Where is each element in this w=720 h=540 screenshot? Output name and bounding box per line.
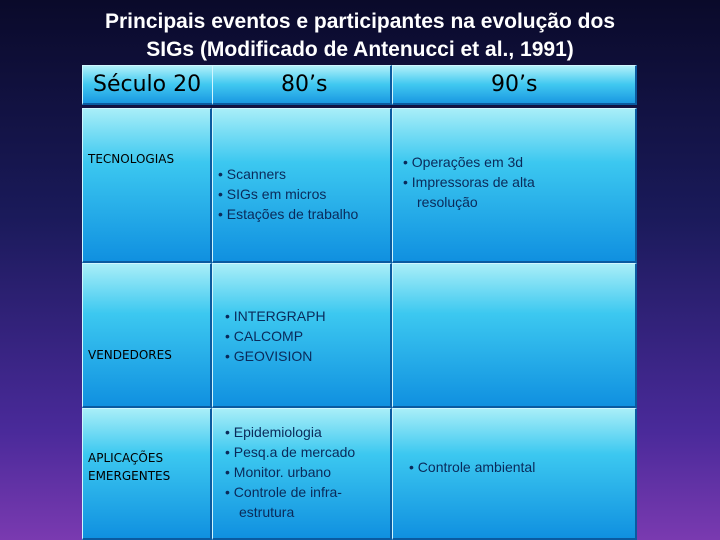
list-item: • SIGs em micros [218, 184, 358, 204]
list-item: • INTERGRAPH [225, 306, 326, 326]
cell-vendedores-90s [392, 263, 637, 408]
list-vendedores-80s [225, 306, 326, 366]
header-80s [212, 65, 392, 105]
list-aplicacoes-90s [409, 457, 535, 477]
header-seculo-20-label: Século 20 [93, 72, 202, 97]
row-label-aplicacoes [88, 449, 170, 485]
list-item: • Pesq.a de mercado [225, 442, 355, 462]
list-item: estrutura [239, 504, 295, 520]
list-item: • GEOVISION [225, 346, 326, 366]
list-item: • Controle ambiental [409, 457, 535, 477]
title-line-2: SIGs (Modificado de Antenucci et al., 1991) [146, 38, 574, 61]
row-label-aplicacoes-line-1: APLICAÇÕES [88, 451, 164, 465]
list-item: • Operações em 3d [403, 152, 535, 172]
row-label-vendedores: VENDEDORES [88, 348, 172, 362]
list-aplicacoes-80s [225, 422, 355, 522]
list-item: • Impressoras de alta [403, 172, 535, 192]
row-label-tecnologias: TECNOLOGIAS [88, 152, 175, 166]
header-80s-label: 80’s [281, 72, 328, 97]
header-seculo-20 [82, 65, 215, 105]
title-line-1: Principais eventos e participantes na evolução dos [104, 10, 615, 33]
row-label-aplicacoes-line-2: EMERGENTES [88, 469, 171, 483]
cell-tecnologias-label [82, 108, 212, 263]
list-item: resolução [417, 194, 478, 210]
header-90s-label: 90’s [491, 72, 538, 97]
cell-vendedores-label [82, 263, 212, 408]
list-tecnologias-80s [218, 164, 358, 224]
list-tecnologias-90s [403, 152, 535, 212]
slide-title [0, 8, 720, 64]
list-item: • Monitor. urbano [225, 462, 355, 482]
list-item: • CALCOMP [225, 326, 326, 346]
list-item: • Scanners [218, 164, 358, 184]
list-item: • Epidemiologia [225, 422, 355, 442]
header-90s [392, 65, 637, 105]
list-item: • Estações de trabalho [218, 204, 358, 224]
list-item: • Controle de infra- [225, 482, 355, 502]
